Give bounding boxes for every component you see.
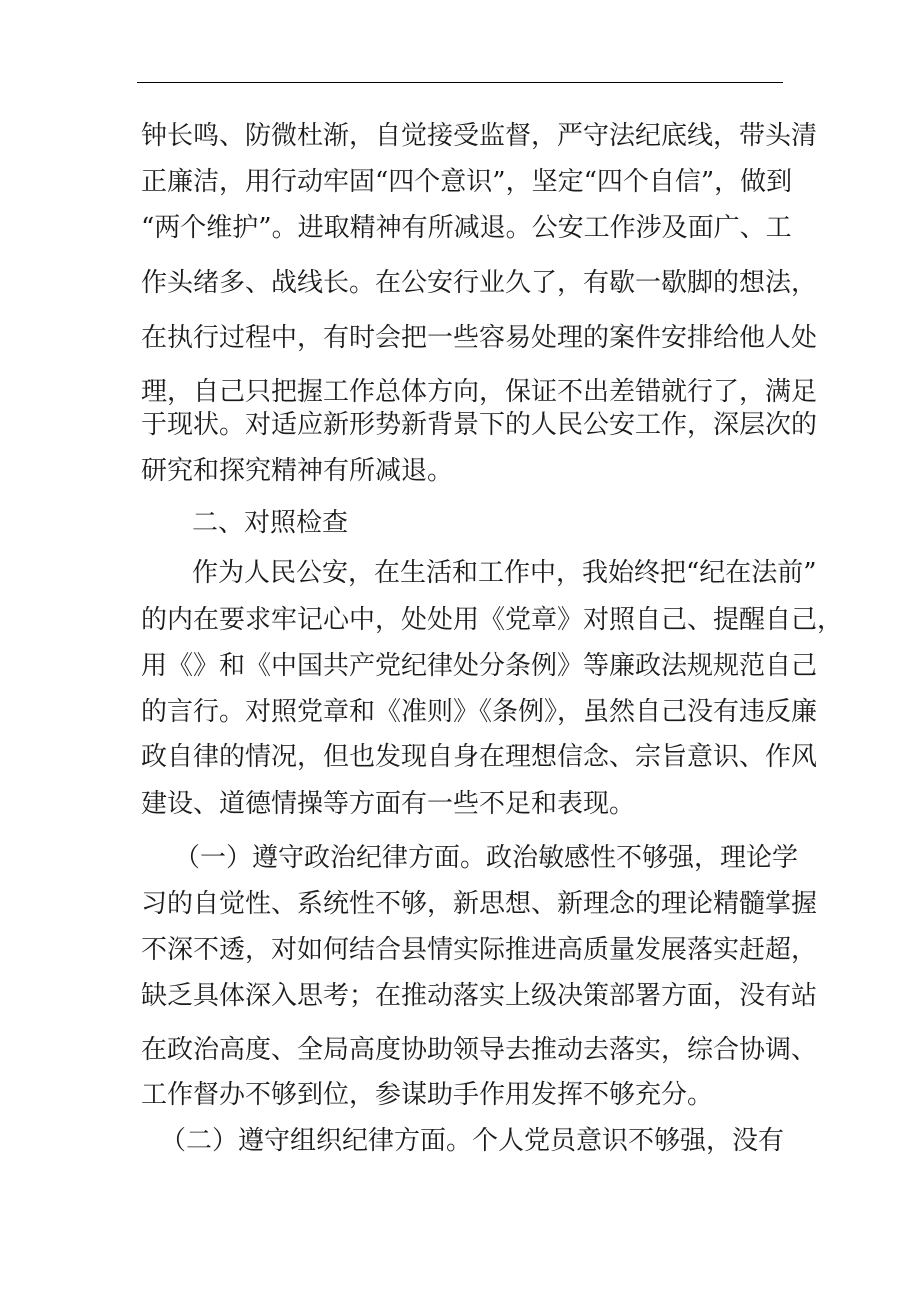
paragraph-line: 研究和探究精神有所减退。 xyxy=(141,456,454,486)
paragraph-line: 用《》和《中国共产党纪律处分条例》等廉政法规规范自己 xyxy=(141,651,818,681)
paragraph-line: 正廉洁，用行动牢固“四个意识”，坚定“四个自信”，做到 xyxy=(141,167,793,197)
header-rule xyxy=(137,82,783,83)
paragraph-line: 作头绪多、战线长。在公安行业久了，有歇一歇脚的想法， xyxy=(141,268,818,298)
paragraph-line: 的内在要求牢记心中，处处用《党章》对照自己、提醒自己， xyxy=(141,605,844,635)
section-heading: 二、对照检查 xyxy=(192,508,349,538)
paragraph-line: 工作督办不够到位，参谋助手作用发挥不够充分。 xyxy=(141,1080,714,1110)
paragraph-line: 习的自觉性、系统性不够，新思想、新理念的理论精髓掌握 xyxy=(141,889,818,919)
paragraph-line: 的言行。对照党章和《准则》《条例》，虽然自己没有违反廉 xyxy=(141,697,818,727)
paragraph-line: 钟长鸣、防微杜渐，自觉接受监督，严守法纪底线，带头清 xyxy=(141,121,818,151)
paragraph-line: 在执行过程中，有时会把一些容易处理的案件安排给他人处 xyxy=(141,323,818,353)
paragraph-line: 在政治高度、全局高度协助领导去推动去落实，综合协调、 xyxy=(141,1035,818,1065)
paragraph-line: 于现状。对适应新形势新背景下的人民公安工作，深层次的 xyxy=(141,410,818,440)
paragraph-line: 作为人民公安，在生活和工作中，我始终把“纪在法前” xyxy=(192,558,817,588)
paragraph-line: 不深不透，对如何结合县情实际推进高质量发展落实赶超， xyxy=(141,935,818,965)
paragraph-line: 缺乏具体深入思考；在推动落实上级决策部署方面，没有站 xyxy=(141,981,818,1011)
paragraph-line: 政自律的情况，但也发现自身在理想信念、宗旨意识、作风 xyxy=(141,742,818,772)
subsection-heading: （二）遵守组织纪律方面。个人党员意识不够强，没有 xyxy=(160,1126,785,1156)
subsection-heading: （一）遵守政治纪律方面。政治敏感性不够强，理论学 xyxy=(174,843,799,873)
paragraph-line: “两个维护”。进取精神有所减退。公安工作涉及面广、工 xyxy=(141,213,792,243)
paragraph-line: 理，自己只把握工作总体方向，保证不出差错就行了，满足 xyxy=(141,377,818,407)
paragraph-line: 建设、道德情操等方面有一些不足和表现。 xyxy=(141,789,636,819)
